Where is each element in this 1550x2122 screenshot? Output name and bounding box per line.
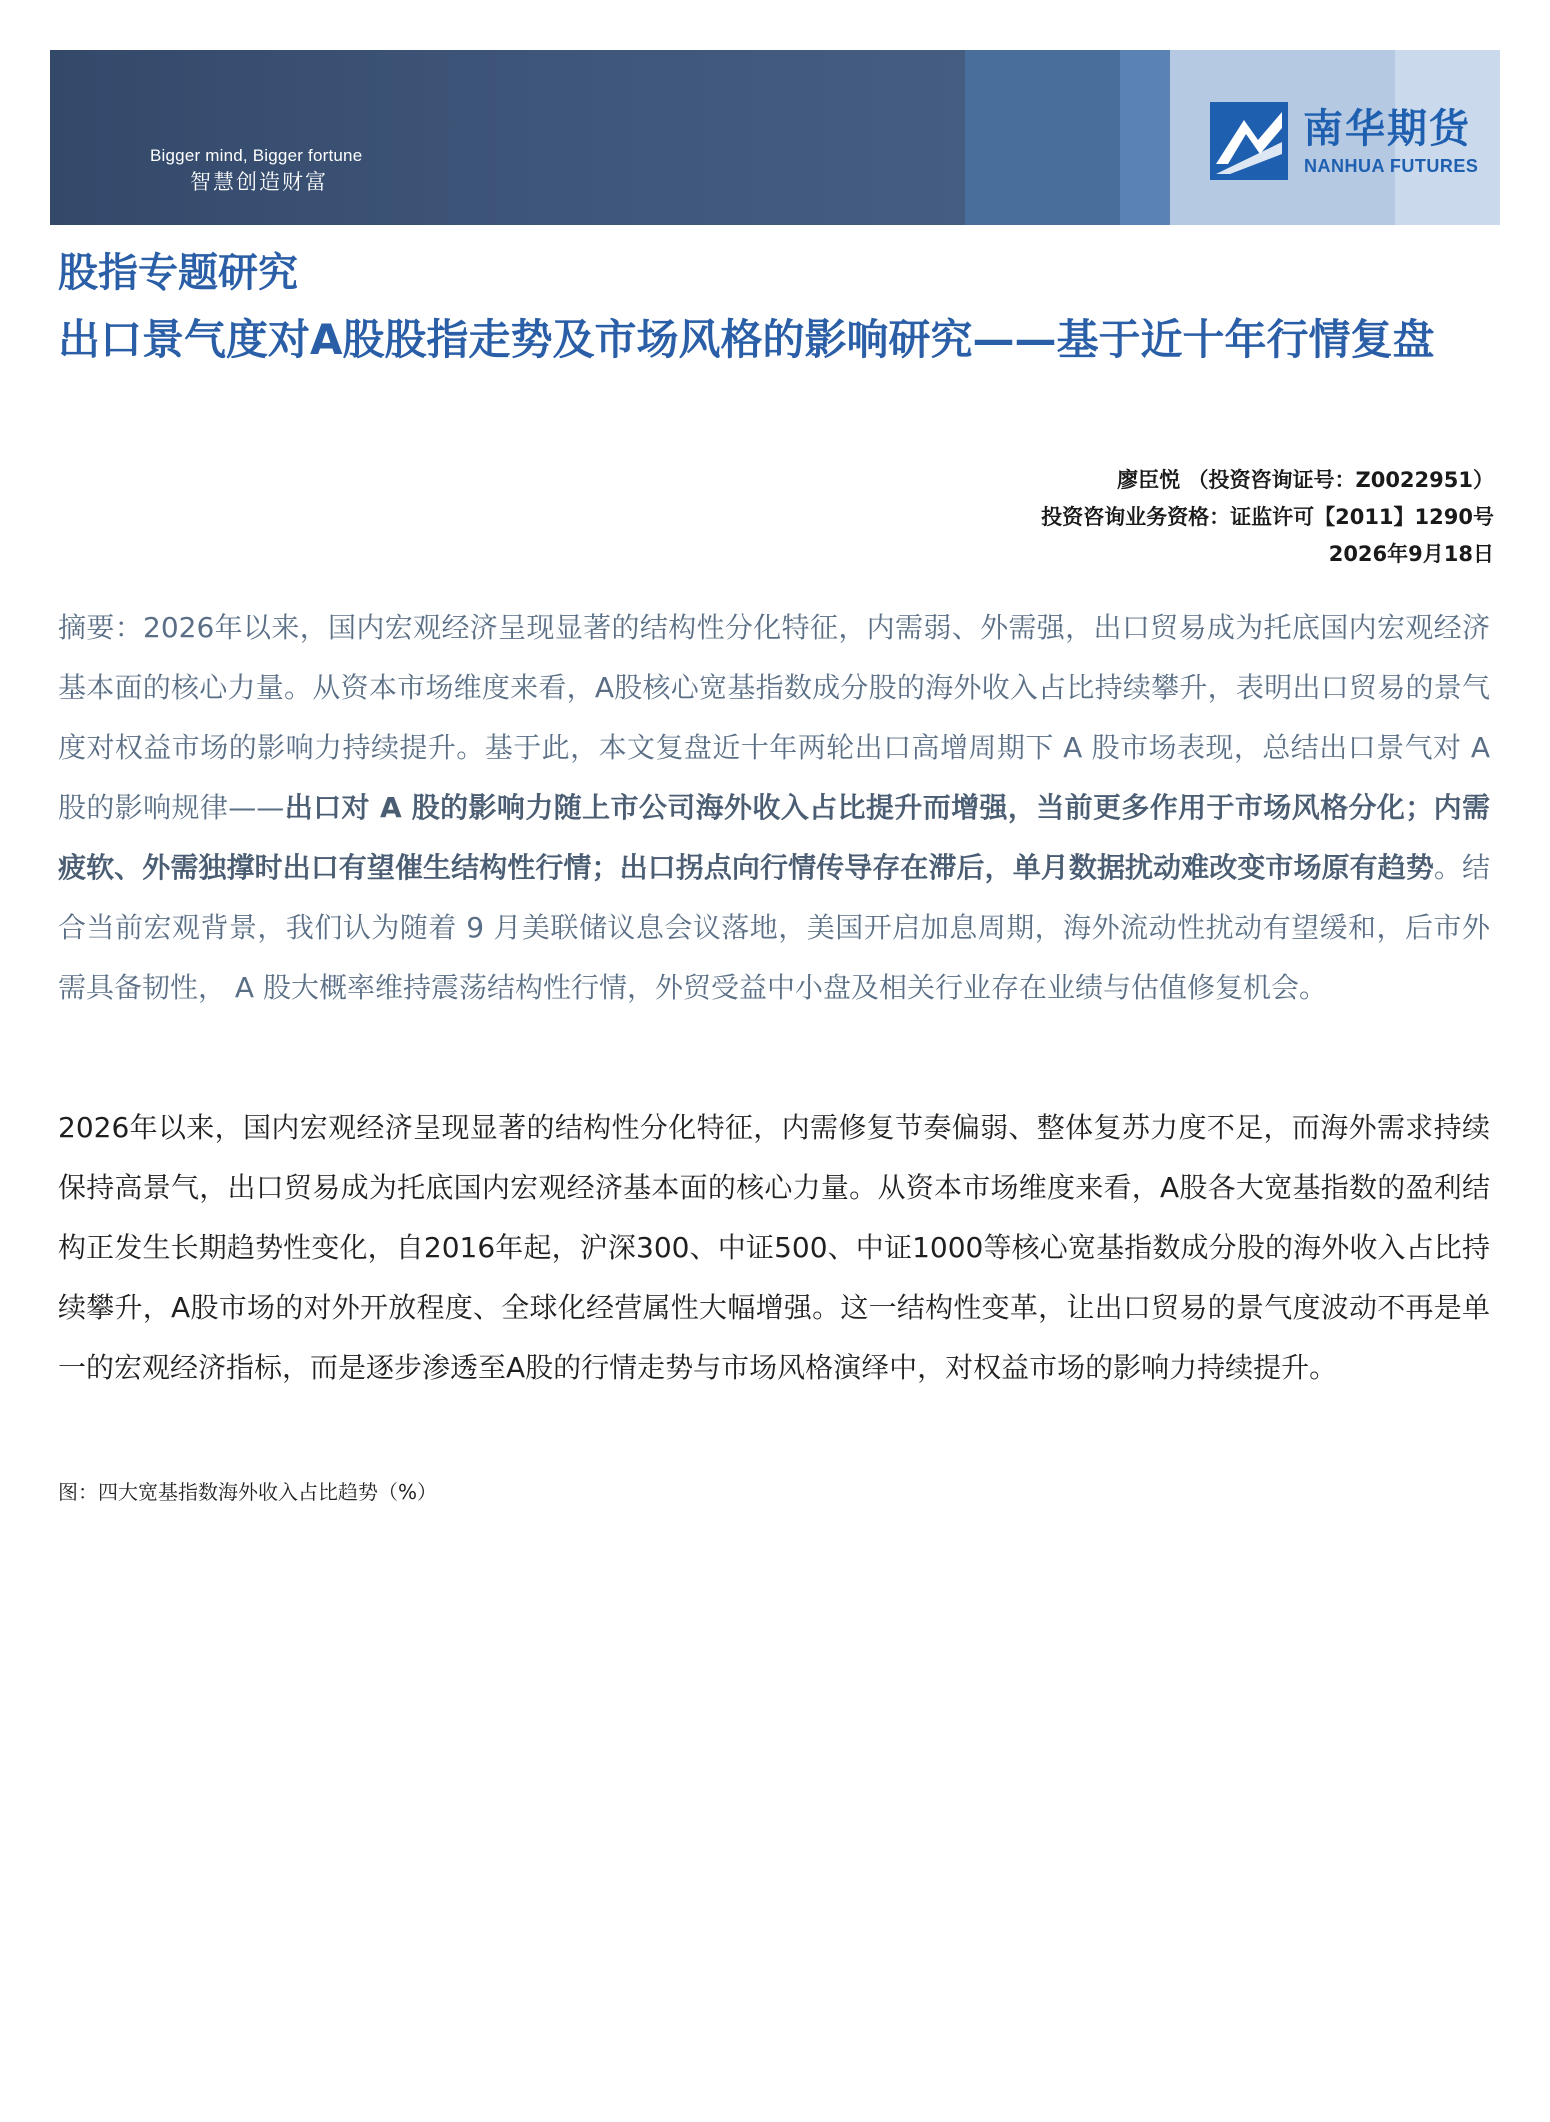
slogan-en: Bigger mind, Bigger fortune [150, 146, 363, 165]
report-category: 股指专题研究 [58, 250, 298, 296]
banner-mid-segment-2 [1120, 50, 1170, 225]
abstract-text-2: 。结合当前宏观背景，我们认为随着 9 月美联储议息会议落地，美国开启加息周期，海外流动性扰动有望缓和，后市外需具备韧性， A 股大概率维持震荡结构性行情，外贸受益中小盘及相关行业存在业绩与估值修复机会。 [58, 851, 1490, 1004]
abstract-highlight: 出口对 A 股的影响力随上市公司海外收入占比提升而增强，当前更多作用于市场风格分化；内需疲软、外需独撑时出口有望催生结构性行情；出口拐点向行情传导存在滞后，单月数据扰动难改变市场原有趋势 [58, 791, 1490, 884]
abstract-text-1: 摘要：2026年以来，国内宏观经济呈现显著的结构性分化特征，内需弱、外需强，出口贸易成为托底国内宏观经济基本面的核心力量。从资本市场维度来看，A股核心宽基指数成分股的海外收入占比持续攀升，表明出口贸易的景气度对权益市场的影响力持续提升。基于此，本文复盘近十年两轮出口高增周期下 A 股市场表现，总结出口景气对 A 股的影响规律—— [58, 611, 1490, 824]
qualification-line: 投资咨询业务资格：证监许可【2011】1290号 [1041, 505, 1494, 529]
author-line: 廖臣悦 （投资咨询证号：Z0022951） [1117, 468, 1494, 492]
header-banner [50, 50, 1500, 225]
report-meta [1041, 462, 1494, 573]
report-title: 出口景气度对A股股指走势及市场风格的影响研究——基于近十年行情复盘 [58, 315, 1435, 364]
abstract-paragraph [58, 598, 1490, 1018]
company-logo [1210, 102, 1490, 182]
logo-text-cn: 南华期货 [1303, 106, 1471, 152]
banner-dark-segment [50, 50, 965, 225]
slogan-cn: 智慧创造财富 [190, 170, 328, 194]
slogan [150, 145, 362, 197]
logo-text-en: NANHUA FUTURES [1304, 156, 1479, 176]
nanhua-logo-icon [1210, 102, 1288, 180]
banner-mid-segment [965, 50, 1120, 225]
report-date: 2026年9月18日 [1328, 542, 1494, 566]
body-paragraph: 2026年以来，国内宏观经济呈现显著的结构性分化特征，内需修复节奏偏弱、整体复苏力度不足，而海外需求持续保持高景气，出口贸易成为托底国内宏观经济基本面的核心力量。从资本市场维度来看，A股各大宽基指数的盈利结构正发生长期趋势性变化，自2016年起，沪深300、中证500、中证1000等核心宽基指数成分股的海外收入占比持续攀升，A股市场的对外开放程度、全球化经营属性大幅增强。这一结构性变革，让出口贸易的景气度波动不再是单一的宏观经济指标，而是逐步渗透至A股的行情走势与市场风格演绎中，对权益市场的影响力持续提升。 [58, 1111, 1490, 1384]
figure-caption: 图：四大宽基指数海外收入占比趋势（%） [58, 1480, 438, 1504]
